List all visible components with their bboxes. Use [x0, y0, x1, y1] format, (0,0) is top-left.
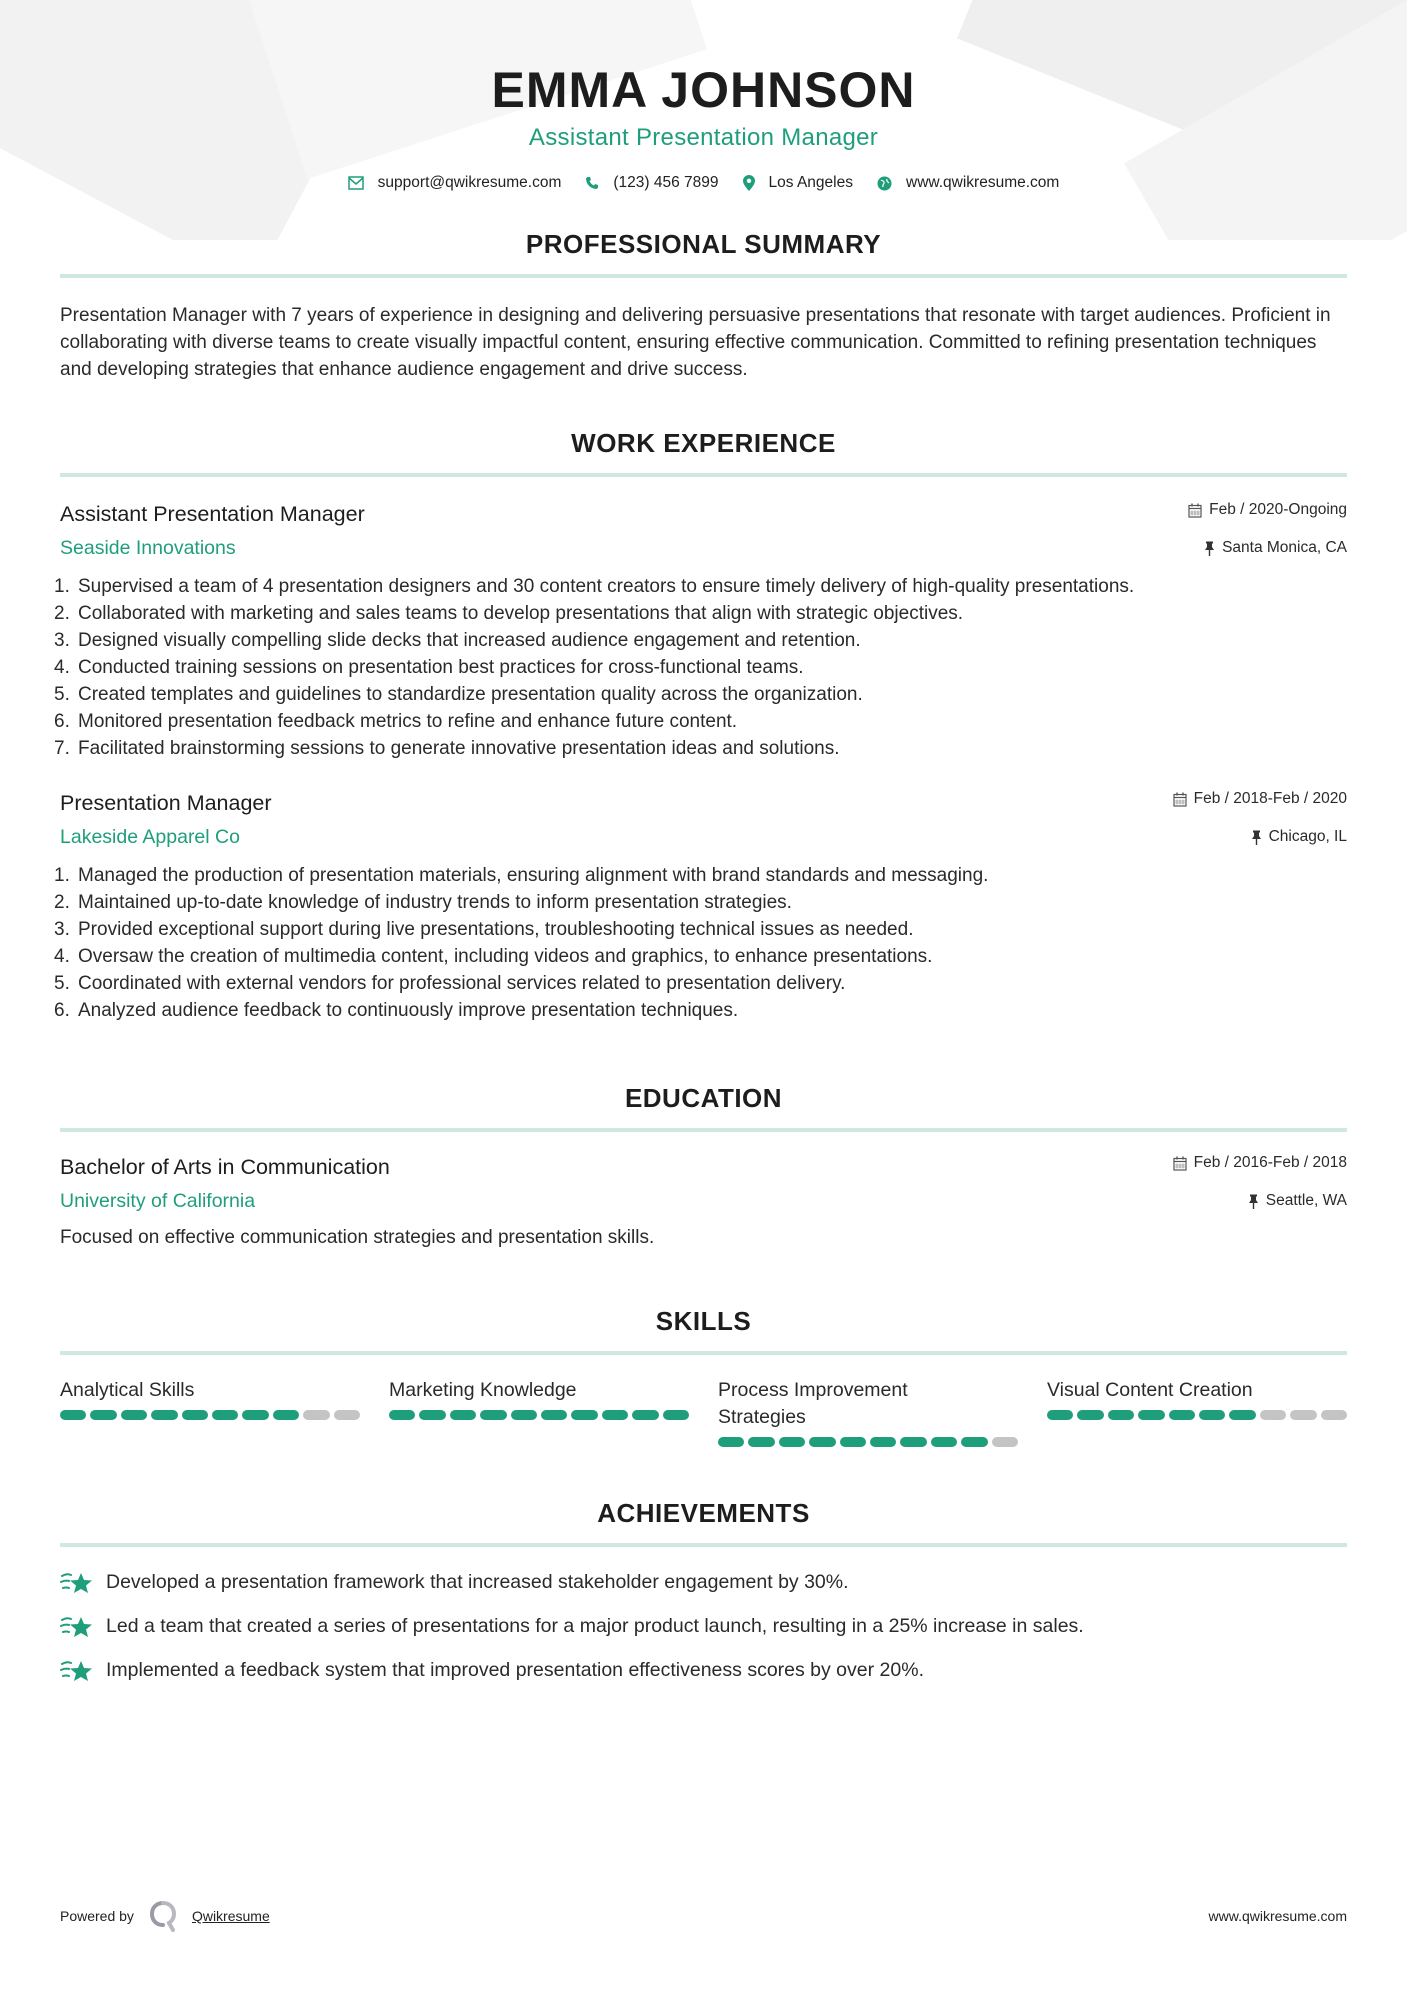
skill-rating-segment	[632, 1410, 658, 1420]
bullet-item: Monitored presentation feedback metrics to refine and enhance future content.	[78, 711, 738, 732]
resume-header	[60, 0, 1347, 192]
skill-item	[1047, 1377, 1347, 1447]
skill-rating-segment	[1229, 1410, 1255, 1420]
section-title-achievements: ACHIEVEMENTS	[597, 1498, 810, 1528]
skill-rating-segment	[480, 1410, 506, 1420]
section-title-skills: SKILLS	[655, 1306, 752, 1336]
skill-rating-segment	[992, 1437, 1018, 1447]
powered-by-label: Powered by	[60, 1908, 134, 1924]
skill-rating-segment	[900, 1437, 926, 1447]
skill-rating-segment	[748, 1437, 774, 1447]
calendar-icon	[1188, 503, 1202, 518]
bullet-item: Analyzed audience feedback to continuously improve presentation techniques.	[78, 1000, 739, 1021]
email-text: support@qwikresume.com	[377, 174, 562, 191]
calendar-icon	[1173, 792, 1187, 807]
bullet-item: Provided exceptional support during live presentations, troubleshooting technical issues as needed.	[78, 919, 914, 940]
contact-phone[interactable]	[585, 174, 718, 192]
skill-rating-segment	[1108, 1410, 1134, 1420]
phone-text: (123) 456 7899	[613, 174, 719, 191]
skill-rating-segment	[718, 1437, 744, 1447]
qwikresume-link[interactable]: Qwikresume	[191, 1908, 270, 1924]
section-title-education: EDUCATION	[624, 1083, 783, 1113]
bullet-item: Oversaw the creation of multimedia content, including videos and graphics, to enhance presentations.	[78, 946, 933, 967]
job-dates: Feb / 2020-Ongoing	[1188, 499, 1347, 521]
section-title-work: WORK EXPERIENCE	[571, 428, 836, 458]
summary-text: Presentation Manager with 7 years of experience in designing and delivering persuasive presentations that resonate with target audiences. Proficient in collaborating with diverse teams to create visually impactful content, ensuring effective communication. Committed to refining presentation techniques and developing strategies that enhance audience engagement and drive success.	[60, 305, 1331, 380]
skill-rating-segment	[334, 1410, 360, 1420]
work-experience-section	[60, 427, 1347, 1024]
bullet-item: Conducted training sessions on presentation best practices for cross-functional teams.	[78, 657, 804, 678]
globe-icon	[877, 176, 892, 191]
education-location: Seattle, WA	[1248, 1190, 1347, 1212]
skill-rating-segment	[663, 1410, 689, 1420]
skill-rating-segment	[273, 1410, 299, 1420]
skill-name: Analytical Skills	[60, 1379, 195, 1401]
shooting-star-icon	[60, 1614, 94, 1640]
achievement-item: Developed a presentation framework that increased stakeholder engagement by 30%.	[60, 1569, 1347, 1596]
company-name: Lakeside Apparel Co	[60, 826, 240, 848]
job-location: Chicago, IL	[1251, 826, 1347, 848]
skill-rating-segment	[1260, 1410, 1286, 1420]
candidate-name: EMMA JOHNSON	[491, 62, 916, 118]
bullet-item: Supervised a team of 4 presentation designers and 30 content creators to ensure timely delivery of high-quality presentations.	[78, 576, 1135, 597]
job-entry	[60, 788, 1347, 1024]
education-entry	[60, 1152, 1347, 1251]
skill-rating-segment	[541, 1410, 567, 1420]
skill-name: Visual Content Creation	[1047, 1379, 1253, 1401]
skill-item	[389, 1377, 689, 1447]
skill-rating-segment	[303, 1410, 329, 1420]
education-description: Focused on effective communication strategies and presentation skills.	[60, 1227, 655, 1248]
education-dates: Feb / 2016-Feb / 2018	[1173, 1152, 1347, 1174]
section-divider	[60, 274, 1347, 278]
calendar-icon	[1173, 1156, 1187, 1171]
skill-rating-segment	[961, 1437, 987, 1447]
page-footer	[60, 1900, 1347, 1932]
skill-rating-segment	[571, 1410, 597, 1420]
skill-rating-segment	[602, 1410, 628, 1420]
contact-website[interactable]	[877, 174, 1059, 192]
section-divider	[60, 473, 1347, 477]
skill-rating-segment	[90, 1410, 116, 1420]
skill-rating-bar	[718, 1437, 1018, 1447]
skill-rating-segment	[809, 1437, 835, 1447]
education-section	[60, 1082, 1347, 1251]
achievements-list	[60, 1569, 1347, 1684]
skills-grid	[60, 1377, 1347, 1447]
skill-item	[718, 1377, 1018, 1447]
shooting-star-icon	[60, 1570, 94, 1596]
shooting-star-icon	[60, 1658, 94, 1684]
skill-rating-segment	[1169, 1410, 1195, 1420]
skill-rating-segment	[450, 1410, 476, 1420]
job-title: Assistant Presentation Manager	[60, 502, 365, 526]
bullet-item: Managed the production of presentation materials, ensuring alignment with brand standards and messaging.	[78, 865, 989, 886]
skill-rating-segment	[870, 1437, 896, 1447]
job-entry	[60, 499, 1347, 762]
skill-rating-segment	[1199, 1410, 1225, 1420]
skill-rating-bar	[60, 1410, 360, 1420]
skill-rating-segment	[1077, 1410, 1103, 1420]
achievements-section	[60, 1497, 1347, 1684]
skill-rating-segment	[121, 1410, 147, 1420]
bullet-item: Coordinated with external vendors for professional services related to presentation delivery.	[78, 973, 846, 994]
bullet-item: Facilitated brainstorming sessions to generate innovative presentation ideas and solutions.	[78, 738, 840, 759]
job-bullets	[60, 573, 1347, 762]
job-dates: Feb / 2018-Feb / 2020	[1173, 788, 1347, 810]
skill-rating-segment	[840, 1437, 866, 1447]
skill-rating-segment	[182, 1410, 208, 1420]
job-bullets	[60, 862, 1347, 1024]
job-location: Santa Monica, CA	[1204, 537, 1347, 559]
pushpin-icon	[1251, 830, 1262, 845]
skill-rating-segment	[931, 1437, 957, 1447]
skill-rating-segment	[1290, 1410, 1316, 1420]
footer-website[interactable]: www.qwikresume.com	[1208, 1908, 1347, 1924]
section-divider	[60, 1351, 1347, 1355]
envelope-icon	[348, 176, 364, 190]
section-divider	[60, 1543, 1347, 1547]
bullet-item: Collaborated with marketing and sales teams to develop presentations that align with strategic objectives.	[78, 603, 964, 624]
contact-bar	[60, 174, 1347, 192]
school-name: University of California	[60, 1190, 256, 1212]
job-title: Presentation Manager	[60, 791, 272, 815]
skill-rating-segment	[212, 1410, 238, 1420]
section-title-summary: PROFESSIONAL SUMMARY	[525, 229, 882, 259]
skill-rating-segment	[1138, 1410, 1164, 1420]
map-pin-icon	[743, 175, 755, 191]
skill-rating-segment	[419, 1410, 445, 1420]
bullet-item: Created templates and guidelines to standardize presentation quality across the organization.	[78, 684, 863, 705]
skill-rating-segment	[242, 1410, 268, 1420]
contact-location	[743, 174, 853, 192]
skill-rating-segment	[1047, 1410, 1073, 1420]
skill-rating-segment	[389, 1410, 415, 1420]
skill-rating-segment	[779, 1437, 805, 1447]
pushpin-icon	[1248, 1194, 1259, 1209]
skill-rating-segment	[511, 1410, 537, 1420]
pushpin-icon	[1204, 541, 1215, 556]
phone-icon	[585, 176, 599, 190]
contact-email[interactable]	[348, 174, 562, 192]
section-divider	[60, 1128, 1347, 1132]
achievement-item: Led a team that created a series of presentations for a major product launch, resulting in a 25% increase in sales.	[60, 1613, 1347, 1640]
skills-section	[60, 1305, 1347, 1447]
skill-rating-segment	[1321, 1410, 1347, 1420]
skill-item	[60, 1377, 360, 1447]
skill-name: Marketing Knowledge	[389, 1379, 577, 1401]
bullet-item: Designed visually compelling slide decks that increased audience engagement and retention.	[78, 630, 861, 651]
skill-rating-segment	[151, 1410, 177, 1420]
summary-section	[60, 228, 1347, 383]
bullet-item: Maintained up-to-date knowledge of industry trends to inform presentation strategies.	[78, 892, 792, 913]
skill-rating-segment	[60, 1410, 86, 1420]
location-text: Los Angeles	[768, 174, 853, 191]
skill-name: Process Improvement Strategies	[718, 1379, 908, 1428]
skill-rating-bar	[1047, 1410, 1347, 1420]
degree-title: Bachelor of Arts in Communication	[60, 1155, 390, 1179]
candidate-title: Assistant Presentation Manager	[528, 124, 879, 151]
website-text: www.qwikresume.com	[906, 174, 1060, 191]
qwikresume-logo-icon	[148, 1900, 178, 1932]
achievement-item: Implemented a feedback system that improved presentation effectiveness scores by over 20%.	[60, 1657, 1347, 1684]
skill-rating-bar	[389, 1410, 689, 1420]
company-name: Seaside Innovations	[60, 537, 236, 559]
